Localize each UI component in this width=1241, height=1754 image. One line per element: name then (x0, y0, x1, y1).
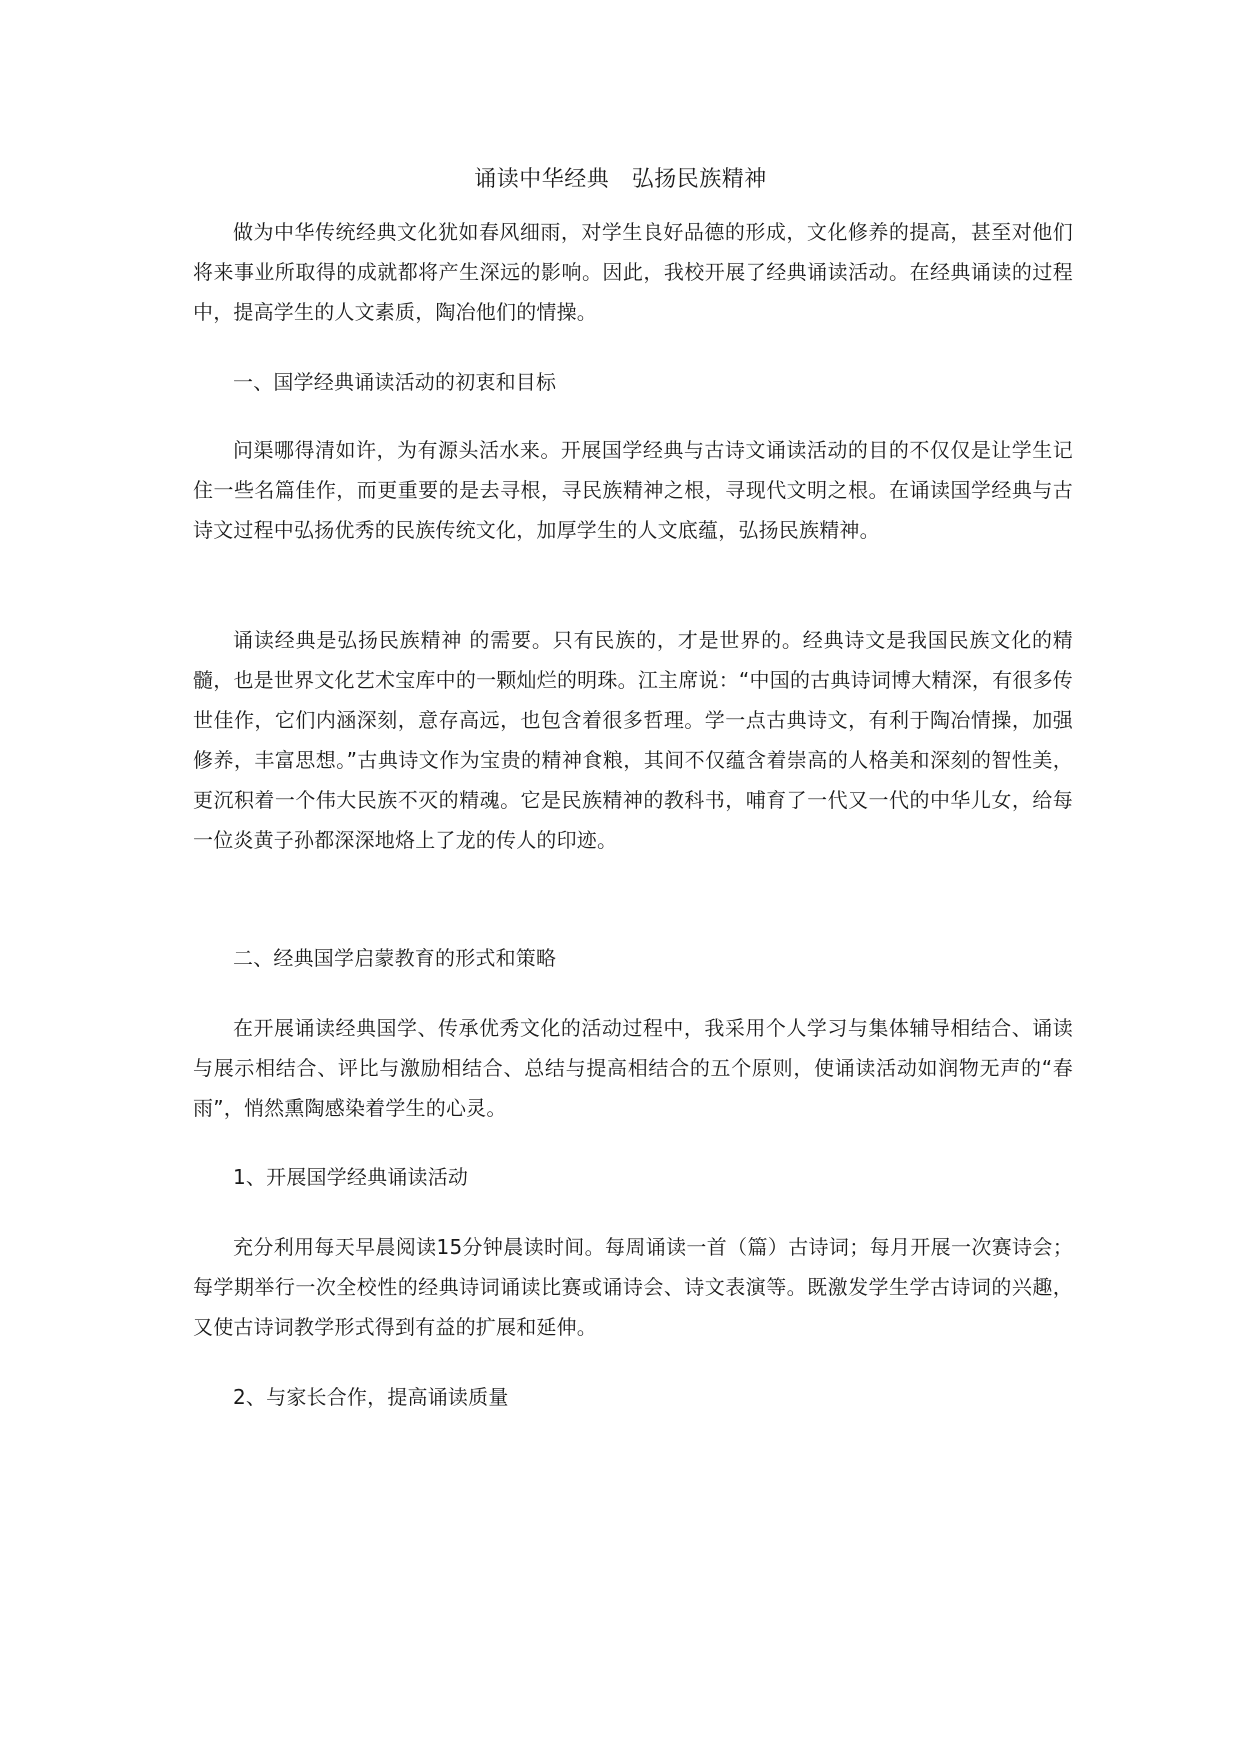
section1-paragraph-1: 问渠哪得清如许，为有源头活水来。开展国学经典与古诗文诵读活动的目的不仅仅是让学生记住一些名篇佳作，而更重要的是去寻根，寻民族精神之根，寻现代文明之根。在诵读国学经典与古诗文过程中弘扬优秀的民族传统文化，加厚学生的人文底蕴，弘扬民族精神。 (193, 438, 1073, 542)
document-title: 诵读中华经典 弘扬民族精神 (474, 167, 767, 192)
subsection2-heading: 2、与家长合作，提高诵读质量 (233, 1385, 509, 1409)
subsection1-heading: 1、开展国学经典诵读活动 (233, 1165, 469, 1189)
intro-paragraph: 做为中华传统经典文化犹如春风细雨，对学生良好品德的形成，文化修养的提高，甚至对他们将来事业所取得的成就都将产生深远的影响。因此，我校开展了经典诵读活动。在经典诵读的过程中，提高学生的人文素质，陶冶他们的情操。 (193, 220, 1073, 324)
section1-heading: 一、国学经典诵读活动的初衷和目标 (233, 370, 557, 394)
section2-heading: 二、经典国学启蒙教育的形式和策略 (233, 946, 557, 970)
section2-paragraph-1: 在开展诵读经典国学、传承优秀文化的活动过程中，我采用个人学习与集体辅导相结合、诵读与展示相结合、评比与激励相结合、总结与提高相结合的五个原则，使诵读活动如润物无声的“春雨”，悄然熏陶感染着学生的心灵。 (193, 1016, 1073, 1120)
subsection1-paragraph: 充分利用每天早晨阅读15分钟晨读时间。每周诵读一首（篇）古诗词；每月开展一次赛诗会；每学期举行一次全校性的经典诗词诵读比赛或诵诗会、诗文表演等。既激发学生学古诗词的兴趣，又使古诗词教学形式得到有益的扩展和延伸。 (193, 1235, 1073, 1339)
section1-paragraph-2: 诵读经典是弘扬民族精神 的需要。只有民族的，才是世界的。经典诗文是我国民族文化的精髓，也是世界文化艺术宝库中的一颗灿烂的明珠。江主席说：“中国的古典诗词博大精深，有很多传世佳作，它们内涵深刻，意存高远，也包含着很多哲理。学一点古典诗文，有利于陶冶情操，加强修养，丰富思想。”古典诗文作为宝贵的精神食粮，其间不仅蕴含着崇高的人格美和深刻的智性美，更沉积着一个伟大民族不灭的精魂。它是民族精神的教科书，哺育了一代又一代的中华儿女，给每一位炎黄子孙都深深地烙上了龙的传人的印迹。 (193, 628, 1073, 852)
